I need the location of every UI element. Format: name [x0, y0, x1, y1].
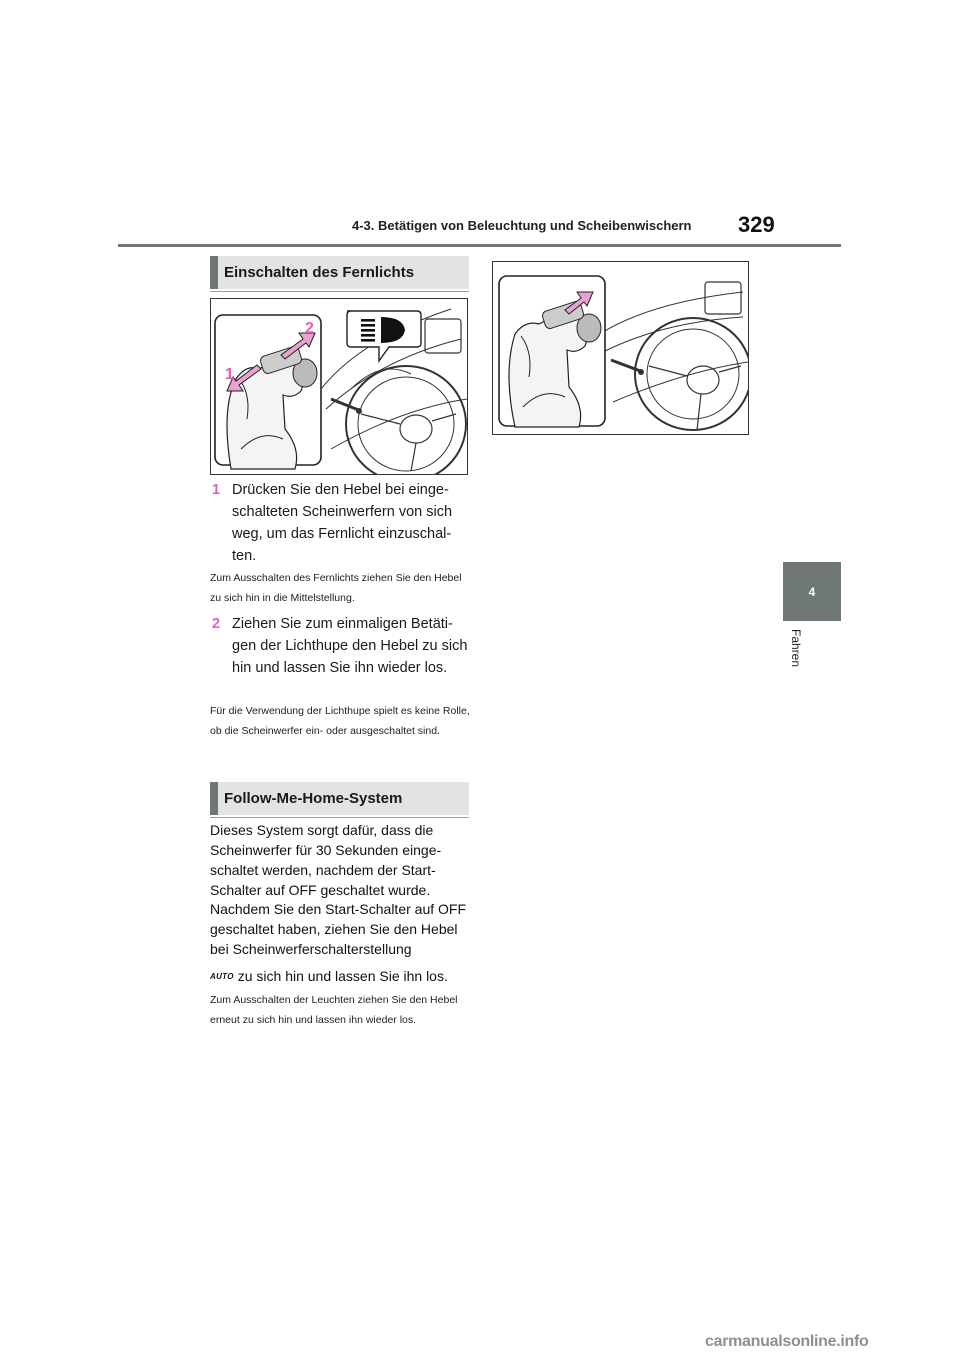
- section-heading-follow-me-home: [210, 782, 469, 815]
- section-heading-high-beam: [210, 256, 469, 289]
- step-2: [210, 613, 470, 679]
- step-text: Drücken Sie den Hebel bei einge-schalteten Scheinwerfern von sich weg, um das Fernlicht einzuschal-ten.: [232, 482, 453, 564]
- page-number: 329: [738, 212, 775, 237]
- note-lights-off: Zum Ausschalten der Leuchten ziehen Sie den Hebel erneut zu sich hin und lassen ihn wieder los.: [210, 994, 458, 1026]
- lever: [611, 360, 643, 372]
- chapter-number: 4: [808, 584, 816, 599]
- auto-position-icon: AUTO: [210, 972, 234, 981]
- section-heading-text: Follow-Me-Home-System: [224, 790, 403, 807]
- high-beam-illustration: [211, 299, 467, 474]
- chapter-label: Fahren: [789, 629, 803, 668]
- watermark: carmanualsonline.info: [705, 1333, 869, 1350]
- header-rule: [118, 244, 841, 247]
- step-text: Ziehen Sie zum einmaligen Betäti-gen der Lichthupe den Hebel zu sich hin und lassen Sie ihn wieder los.: [232, 616, 468, 676]
- figure-high-beam-lever: [210, 298, 468, 475]
- chapter-tab[interactable]: [783, 562, 841, 621]
- paragraph-instructions-end: [210, 966, 472, 987]
- section-heading-text: Einschalten des Fernlichts: [224, 264, 415, 281]
- display-screen: [705, 282, 741, 314]
- figure-follow-me-home-lever: [492, 261, 749, 435]
- paragraph-instructions: Nachdem Sie den Start-Schalter auf OFF geschaltet haben, ziehen Sie den Hebel bei Scheinwerferschalterstellung: [210, 901, 466, 957]
- callout-1: 1: [225, 366, 234, 383]
- step-number: 2: [212, 616, 221, 632]
- section-title: 4-3. Betätigen von Beleuchtung und Scheibenwischern: [352, 218, 692, 233]
- paragraph-tail: zu sich hin und lassen Sie ihn los.: [237, 968, 448, 984]
- lever: [331, 399, 361, 411]
- note-flash: Für die Verwendung der Lichthupe spielt es keine Rolle, ob die Scheinwerfer ein- oder ausgeschaltet sind.: [210, 705, 470, 737]
- step-1: [210, 479, 470, 567]
- callout-2: 2: [305, 320, 314, 337]
- follow-me-home-illustration: [493, 262, 748, 434]
- high-beam-icon: [361, 317, 405, 343]
- paragraph-system: Dieses System sorgt dafür, dass die Scheinwerfer für 30 Sekunden einge-schaltet werden, nachdem der Start-Schalter auf OFF geschaltet wurde.: [210, 822, 442, 898]
- note-high-beam-off: Zum Ausschalten des Fernlichts ziehen Sie den Hebel zu sich hin in die Mittelstellung.: [210, 572, 462, 604]
- step-number: 1: [212, 482, 221, 498]
- steering-wheel: [346, 366, 466, 474]
